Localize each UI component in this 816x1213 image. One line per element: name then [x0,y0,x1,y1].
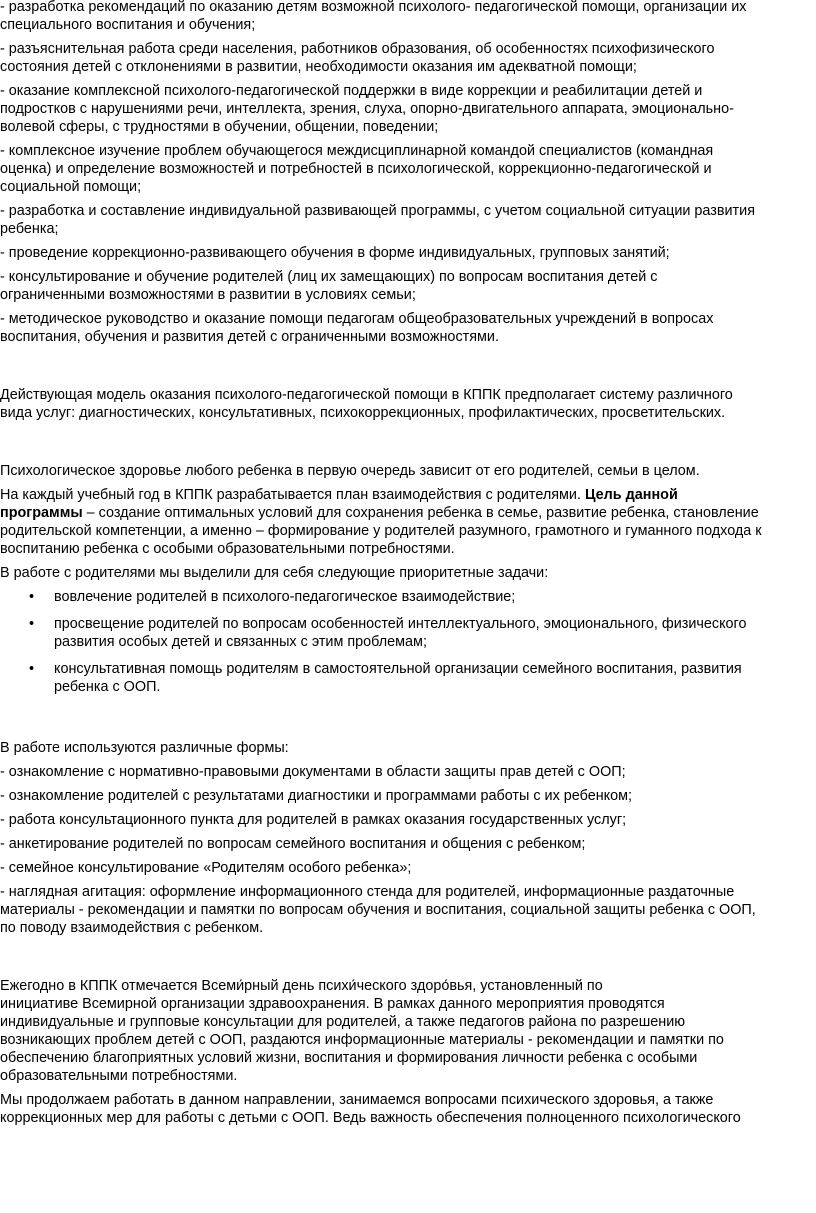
list1-item: - консультирование и обучение родителей (лиц их замещающих) по вопросам воспитания детей с ограниченными возможностями в развитии в условиях семьи; [0,269,658,303]
form-item: - анкетирование родителей по вопросам семейного воспитания и общения с ребенком; [0,836,586,852]
forms-intro: В работе используются различные формы: [0,740,289,756]
plan-text-end: – создание оптимальных условий для сохранения ребенка в семье, развитие ребенка, становление родительской компетенции, а именно – формирование у родителей разумного, грамотного и гуманного подхода к воспитанию ребенка с особыми образовательными потребностями. [0,505,762,557]
tasks-list [0,588,816,696]
plan-paragraph [0,486,816,558]
tasks-intro: В работе с родителями мы выделили для себя следующие приоритетные задачи: [0,565,549,581]
list1-item: - оказание комплексной психолого-педагогической поддержки в виде коррекции и реабилитации детей и подростков с нарушениями речи, интеллекта, зрения, слуха, опорно-двигательного аппарата, эмоционально- волевой сферы, с трудностями в обучении, общении, поведении; [0,83,734,135]
bullet-icon: • [29,661,35,677]
list1-item: - разработка рекомендаций по оказанию детям возможной психолого- педагогической помощи, организации их специального воспитания и обучения; [0,0,747,33]
health-paragraph: Психологическое здоровье любого ребенка в первую очередь зависит от его родителей, семьи в целом. [0,463,700,479]
spacer [0,352,816,386]
task-text: вовлечение родителей в психолого-педагогическое взаимодействие; [54,589,516,605]
model-paragraph: Действующая модель оказания психолого-педагогической помощи в КППК предполагает систему различного вида услуг: диагностических, консультативных, психокоррекционных, профилактических, просветительских. [0,387,733,421]
task-text: консультативная помощь родителям в самостоятельной организации семейного воспитания, развития ребенка с ООП. [54,661,742,695]
plan-goal-bold: Цель данной программы [0,487,678,521]
list1-item: - разъяснительная работа среди населения, работников образования, об особенностях психофизического состояния детей с отклонениями в развитии, необходимости оказания им адекватной помощи; [0,41,715,75]
form-item: - работа консультационного пункта для родителей в рамках оказания государственных услуг; [0,812,627,828]
plan-text-start: На каждый учебный год в КППК разрабатывается план взаимодействия с родителями. [0,487,585,503]
spacer [0,705,816,739]
form-item: - семейное консультирование «Родителям особого ребенка»; [0,860,412,876]
bullet-icon: • [29,616,35,632]
form-item: - наглядная агитация: оформление информационного стенда для родителей, информационные раздаточные материалы - рекомендации и памятки по вопросам обучения и воспитания, социальной защиты ребенка с ООП, по поводу взаимодействия с ребенком. [0,884,756,936]
task-item [0,588,816,606]
task-text: просвещение родителей по вопросам особенностей интеллектуального, эмоционального, физического развития особых детей и связанных с этим проблемам; [54,616,747,650]
spacer [0,428,816,462]
form-item: - ознакомление с нормативно-правовыми документами в области защиты прав детей с ООП; [0,764,626,780]
form-item: - ознакомление родителей с результатами диагностики и программами работы с их ребенком; [0,788,633,804]
bullet-icon: • [29,589,35,605]
health-day-paragraph: Ежегодно в КППК отмечается Всеми́рный день психи́ческого здоро́вья, установленный по инициативе Всемирной организации здравоохранения. В рамках данного мероприятия проводятся индивидуальные и групповые консультации для родителей, а также педагогов района по разрешению возникающих проблем детей с ООП, раздаются информационные материалы - рекомендации и памятки по обеспечению благоприятных условий жизни, воспитания и формирования личности ребенка с особыми образовательными потребностями. [0,978,724,1084]
task-item [0,660,816,696]
closing-paragraph: Мы продолжаем работать в данном направлении, занимаемся вопросами психического здоровья, а также коррекционных мер для работы с детьми с ООП. Ведь важность обеспечения полноценного психологического [0,1092,741,1126]
list1-item: - комплексное изучение проблем обучающегося междисциплинарной командой специалистов (командная оценка) и определение возможностей и потребностей в психологической, коррекционно-педагогической и социальной помощи; [0,143,714,195]
list1-item: - разработка и составление индивидуальной развивающей программы, с учетом социальной ситуации развития ребенка; [0,203,755,237]
list1-item: - методическое руководство и оказание помощи педагогам общеобразовательных учреждений в вопросах воспитания, обучения и развития детей с ограниченными возможностями. [0,311,714,345]
task-item [0,615,816,651]
list1-item: - проведение коррекционно-развивающего обучения в форме индивидуальных, групповых занятий; [0,245,670,261]
spacer [0,943,816,977]
